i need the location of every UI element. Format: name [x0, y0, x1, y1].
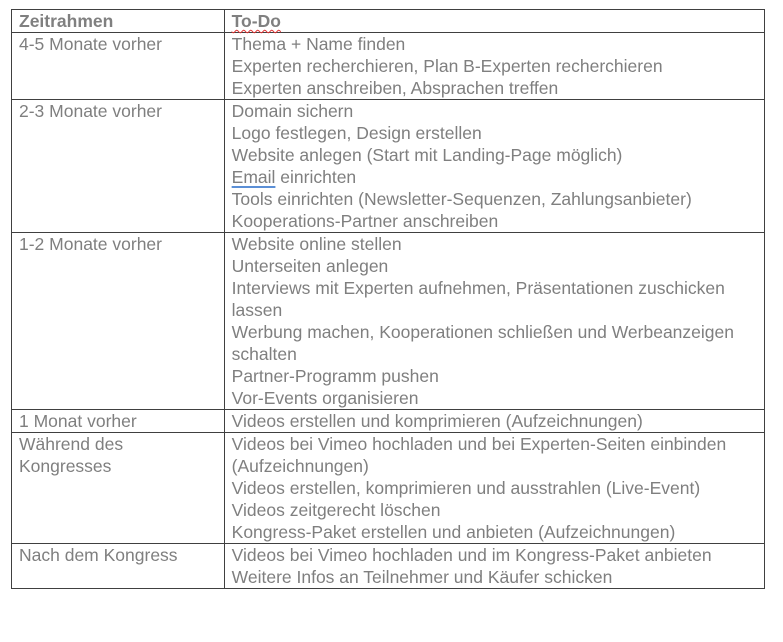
todo-item: Experten anschreiben, Absprachen treffen	[231, 78, 559, 98]
table-row	[12, 100, 765, 233]
todo-item: Partner-Programm pushen	[231, 366, 439, 386]
header-time: Zeitrahmen	[12, 10, 225, 33]
todo-item: Tools einrichten (Newsletter-Sequenzen, Zahlungsanbieter)	[231, 189, 692, 209]
todo-item: Kongress-Paket erstellen und anbieten (Aufzeichnungen)	[231, 522, 676, 542]
todo-item: Werbung machen, Kooperationen schließen und Werbeanzeigen schalten	[231, 322, 734, 364]
table-row	[12, 233, 765, 410]
header-row	[12, 10, 765, 33]
todo-item: Vor-Events organisieren	[231, 388, 419, 408]
todo-item: Videos zeitgerecht löschen	[231, 500, 441, 520]
email-word: Email	[231, 167, 276, 187]
todo-cell	[224, 544, 764, 589]
todo-cell	[224, 100, 764, 233]
todo-item: Website anlegen (Start mit Landing-Page möglich)	[231, 145, 623, 165]
todo-item: Videos bei Vimeo hochladen und bei Experten-Seiten einbinden (Aufzeichnungen)	[231, 434, 727, 476]
header-todo-label: To-Do	[231, 11, 281, 31]
table-row	[12, 33, 765, 100]
todo-item: Videos bei Vimeo hochladen und im Kongress-Paket anbieten	[231, 545, 712, 565]
header-todo	[224, 10, 764, 33]
time-cell: 1 Monat vorher	[12, 410, 225, 433]
todo-cell	[224, 433, 764, 544]
time-cell: Während des Kongresses	[12, 433, 225, 544]
time-cell: 1-2 Monate vorher	[12, 233, 225, 410]
todo-item: Videos erstellen, komprimieren und ausstrahlen (Live-Event)	[231, 478, 701, 498]
time-cell: Nach dem Kongress	[12, 544, 225, 589]
email-rest: einrichten	[275, 167, 357, 187]
todo-item: Weitere Infos an Teilnehmer und Käufer schicken	[231, 567, 613, 587]
todo-cell	[224, 233, 764, 410]
todo-item: Thema + Name finden	[231, 34, 406, 54]
schedule-table	[11, 9, 765, 589]
todo-item: Logo festlegen, Design erstellen	[231, 123, 482, 143]
time-cell: 2-3 Monate vorher	[12, 100, 225, 233]
todo-cell	[224, 33, 764, 100]
table-row	[12, 410, 765, 433]
todo-item: Videos erstellen und komprimieren (Aufzeichnungen)	[231, 411, 643, 431]
todo-item: Experten recherchieren, Plan B-Experten recherchieren	[231, 56, 663, 76]
todo-cell	[224, 410, 764, 433]
todo-item: Domain sichern	[231, 101, 354, 121]
table-row	[12, 544, 765, 589]
table-row	[12, 433, 765, 544]
todo-item	[232, 166, 758, 188]
todo-item: Kooperations-Partner anschreiben	[231, 211, 499, 231]
time-cell: 4-5 Monate vorher	[12, 33, 225, 100]
todo-item: Interviews mit Experten aufnehmen, Präsentationen zuschicken lassen	[231, 278, 725, 320]
todo-item: Website online stellen	[231, 234, 402, 254]
todo-item: Unterseiten anlegen	[231, 256, 389, 276]
